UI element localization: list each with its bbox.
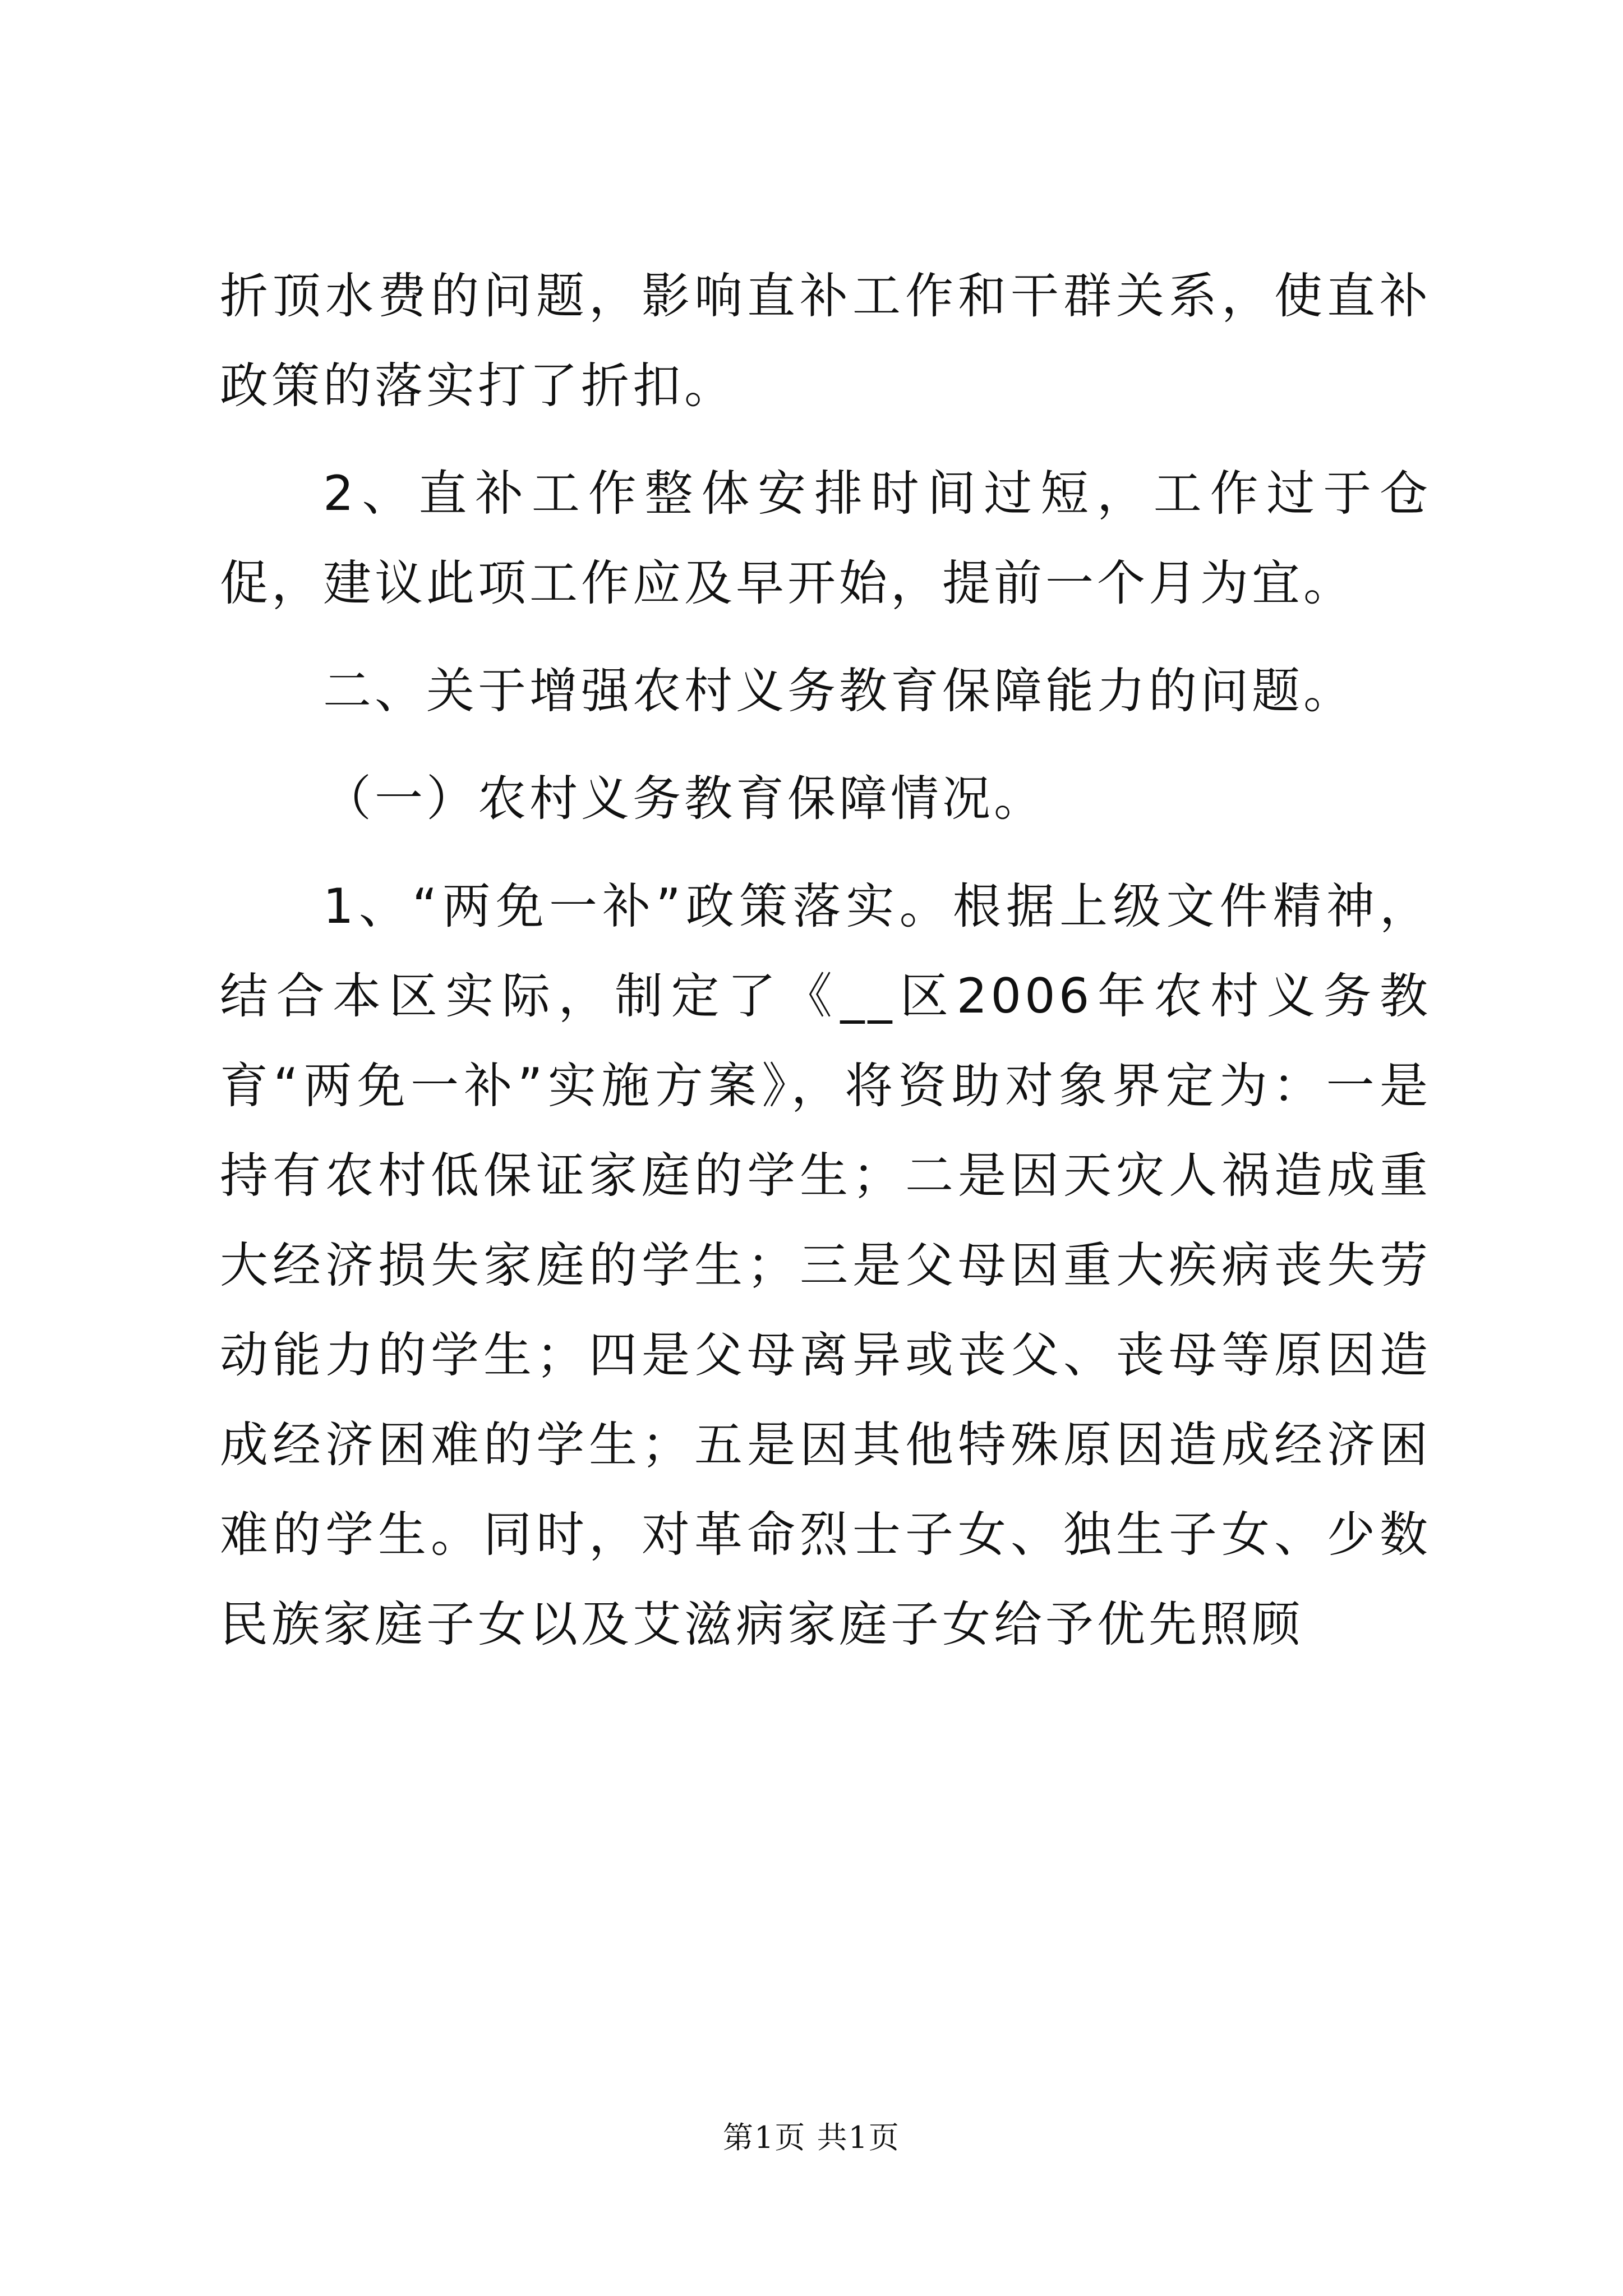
paragraph-item-1: 1、“两免一补”政策落实。根据上级文件精神，结合本区实际，制定了《__区2006年农村义务教育“两免一补”实施方案》，将资助对象界定为：一是持有农村低保证家庭的学生；二是因天灾人祸造成重大经济损失家庭的学生；三是父母因重大疾病丧失劳动能力的学生；四是父母离异或丧父、丧母等原因造成经济困难的学生；五是因其他特殊原因造成经济困难的学生。同时，对革命烈士子女、独生子女、少数民族家庭子女以及艾滋病家庭子女给予优先照顾 bbox=[220, 878, 1431, 1653]
page-number-footer: 第1页 共1页 bbox=[723, 2120, 900, 2155]
document-body bbox=[220, 251, 1431, 1669]
paragraph-item-2: 2、直补工作整体安排时间过短，工作过于仓促，建议此项工作应及早开始，提前一个月为宜。 bbox=[220, 466, 1431, 611]
subsection-heading-1: （一）农村义务教育保障情况。 bbox=[323, 771, 1045, 827]
section-heading-2: 二、关于增强农村义务教育保障能力的问题。 bbox=[323, 663, 1355, 719]
paragraph-continuation: 折顶水费的问题，影响直补工作和干群关系，使直补政策的落实打了折扣。 bbox=[220, 268, 1431, 414]
